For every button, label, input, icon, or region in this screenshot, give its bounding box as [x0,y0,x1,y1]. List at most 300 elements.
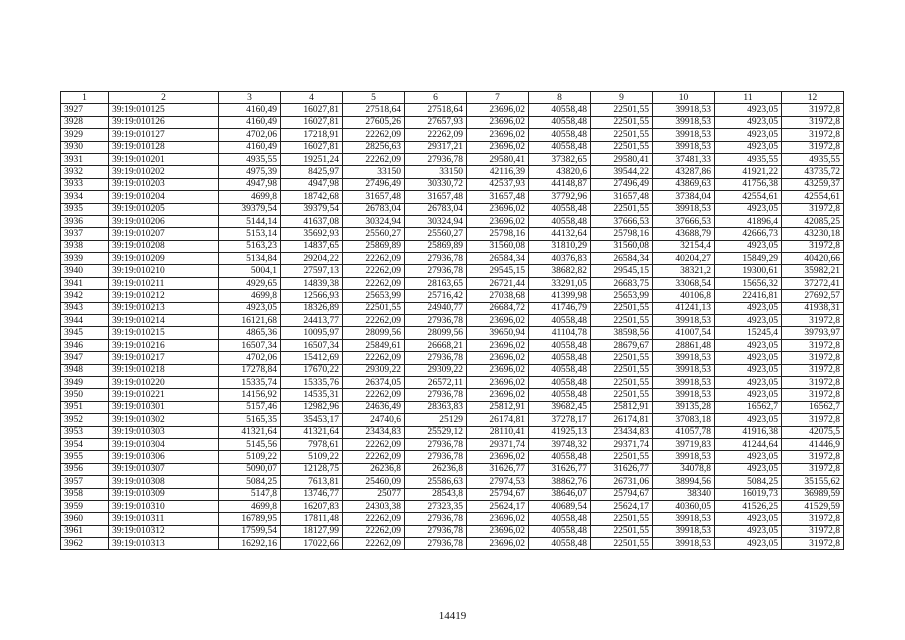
table-row [61,228,844,240]
value-cell: 25812,91 [591,401,653,413]
value-cell: 39135,28 [653,401,715,413]
table-row [61,438,844,450]
value-cell: 43287,86 [653,166,715,178]
value-cell: 4935,55 [782,153,844,165]
value-cell: 40376,83 [529,253,591,265]
value-cell: 31657,48 [467,191,529,203]
value-cell: 25849,61 [343,339,405,351]
value-cell: 23696,02 [467,352,529,364]
value-cell: 27936,78 [405,153,467,165]
column-header: 10 [653,92,715,104]
value-cell: 31972,8 [782,116,844,128]
column-header: 7 [467,92,529,104]
value-cell: 41526,25 [715,500,782,512]
value-cell: 4975,39 [219,166,281,178]
value-cell: 41916,38 [715,426,782,438]
column-header: 12 [782,92,844,104]
value-cell: 23696,02 [467,538,529,550]
value-cell: 16292,16 [219,538,281,550]
value-cell: 40558,48 [529,364,591,376]
value-cell: 28679,67 [591,339,653,351]
value-cell: 22262,09 [343,265,405,277]
value-cell: 5090,07 [219,463,281,475]
value-cell: 15245,4 [715,327,782,339]
cadastral-number-cell: 39:19:010212 [109,290,219,302]
value-cell: 31972,8 [782,513,844,525]
value-cell: 38682,82 [529,265,591,277]
value-cell: 31972,8 [782,129,844,141]
value-cell: 40558,48 [529,141,591,153]
value-cell: 23696,02 [467,203,529,215]
value-cell: 12982,96 [281,401,343,413]
row-number-cell: 3927 [61,104,109,116]
value-cell: 4947,98 [219,178,281,190]
value-cell: 41321,64 [281,426,343,438]
value-cell: 23696,02 [467,104,529,116]
value-cell: 41529,59 [782,500,844,512]
value-cell: 39544,22 [591,166,653,178]
value-cell: 41241,13 [653,302,715,314]
value-cell: 18326,89 [281,302,343,314]
row-number-cell: 3959 [61,500,109,512]
value-cell: 39918,53 [653,376,715,388]
column-header: 8 [529,92,591,104]
value-cell: 42666,73 [715,228,782,240]
value-cell: 4923,05 [715,352,782,364]
value-cell: 4160,49 [219,116,281,128]
value-cell: 27936,78 [405,352,467,364]
value-cell: 14535,31 [281,389,343,401]
row-number-cell: 3940 [61,265,109,277]
value-cell: 5109,22 [219,451,281,463]
value-cell: 40558,48 [529,525,591,537]
value-cell: 19251,24 [281,153,343,165]
column-header: 4 [281,92,343,104]
table-row [61,525,844,537]
value-cell: 22262,09 [343,129,405,141]
table-row [61,129,844,141]
value-cell: 42085,25 [782,215,844,227]
value-cell: 17218,91 [281,129,343,141]
value-cell: 23696,02 [467,364,529,376]
value-cell: 31972,8 [782,339,844,351]
row-number-cell: 3957 [61,476,109,488]
value-cell: 4923,05 [715,538,782,550]
row-number-cell: 3936 [61,215,109,227]
value-cell: 16507,34 [219,339,281,351]
row-number-cell: 3942 [61,290,109,302]
cadastral-number-cell: 39:19:010201 [109,153,219,165]
value-cell: 28256,63 [343,141,405,153]
value-cell: 41244,64 [715,438,782,450]
value-cell: 4923,05 [715,240,782,252]
row-number-cell: 3951 [61,401,109,413]
value-cell: 15335,76 [281,376,343,388]
value-cell: 27518,64 [343,104,405,116]
value-cell: 39379,54 [219,203,281,215]
value-cell: 22262,09 [343,277,405,289]
value-cell: 22262,09 [343,513,405,525]
value-cell: 25624,17 [591,500,653,512]
value-cell: 41007,54 [653,327,715,339]
cadastral-number-cell: 39:19:010205 [109,203,219,215]
value-cell: 39918,53 [653,352,715,364]
value-cell: 4923,05 [715,141,782,153]
value-cell: 41938,31 [782,302,844,314]
value-cell: 29317,21 [405,141,467,153]
value-cell: 25129 [405,414,467,426]
value-cell: 24740,6 [343,414,405,426]
value-cell: 4865,36 [219,327,281,339]
value-cell: 22262,09 [405,129,467,141]
value-cell: 43259,37 [782,178,844,190]
row-number-cell: 3931 [61,153,109,165]
value-cell: 16027,81 [281,116,343,128]
value-cell: 43735,72 [782,166,844,178]
value-cell: 31972,8 [782,104,844,116]
value-cell: 39918,53 [653,116,715,128]
value-cell: 14839,38 [281,277,343,289]
value-cell: 22501,55 [591,203,653,215]
value-cell: 27936,78 [405,513,467,525]
table-row [61,191,844,203]
value-cell: 5165,35 [219,414,281,426]
value-cell: 40558,48 [529,215,591,227]
value-cell: 4923,05 [715,414,782,426]
table-row [61,277,844,289]
value-cell: 39918,53 [653,203,715,215]
value-cell: 31810,29 [529,240,591,252]
cadastral-number-cell: 39:19:010214 [109,315,219,327]
value-cell: 40420,66 [782,253,844,265]
value-cell: 22501,55 [591,129,653,141]
value-cell: 25869,89 [405,240,467,252]
value-cell: 18742,68 [281,191,343,203]
value-cell: 40558,48 [529,389,591,401]
value-cell: 28363,83 [405,401,467,413]
value-cell: 23696,02 [467,525,529,537]
column-header: 1 [61,92,109,104]
value-cell: 37792,96 [529,191,591,203]
value-cell: 16562,7 [715,401,782,413]
cadastral-number-cell: 39:19:010207 [109,228,219,240]
value-cell: 41925,13 [529,426,591,438]
value-cell: 40558,48 [529,376,591,388]
value-cell: 14156,92 [219,389,281,401]
value-cell: 40558,48 [529,116,591,128]
row-number-cell: 3932 [61,166,109,178]
value-cell: 27605,26 [343,116,405,128]
value-cell: 27936,78 [405,451,467,463]
value-cell: 31626,77 [529,463,591,475]
row-number-cell: 3955 [61,451,109,463]
value-cell: 24940,77 [405,302,467,314]
value-cell: 22262,09 [343,538,405,550]
value-cell: 29580,41 [591,153,653,165]
value-cell: 27936,78 [405,315,467,327]
cadastral-number-cell: 39:19:010213 [109,302,219,314]
table-row [61,141,844,153]
cadastral-number-cell: 39:19:010204 [109,191,219,203]
value-cell: 15849,29 [715,253,782,265]
value-cell: 39918,53 [653,141,715,153]
value-cell: 25798,16 [467,228,529,240]
value-cell: 22501,55 [591,376,653,388]
value-cell: 27936,78 [405,538,467,550]
value-cell: 25529,12 [405,426,467,438]
value-cell: 22501,55 [591,513,653,525]
value-cell: 39918,53 [653,364,715,376]
value-cell: 40558,48 [529,129,591,141]
value-cell: 25586,63 [405,476,467,488]
value-cell: 31972,8 [782,389,844,401]
table-row [61,376,844,388]
value-cell: 4947,98 [281,178,343,190]
value-cell: 27936,78 [405,265,467,277]
row-number-cell: 3954 [61,438,109,450]
cadastral-number-cell: 39:19:010304 [109,438,219,450]
value-cell: 26174,81 [467,414,529,426]
value-cell: 27496,49 [591,178,653,190]
table-header-row [61,92,844,104]
value-cell: 16507,34 [281,339,343,351]
value-cell: 22262,09 [343,253,405,265]
value-cell: 41756,38 [715,178,782,190]
value-cell: 39918,53 [653,315,715,327]
cadastral-number-cell: 39:19:010218 [109,364,219,376]
value-cell: 41896,4 [715,215,782,227]
value-cell: 4699,8 [219,500,281,512]
value-cell: 27657,93 [405,116,467,128]
row-number-cell: 3929 [61,129,109,141]
value-cell: 4923,05 [715,302,782,314]
value-cell: 40558,48 [529,451,591,463]
value-cell: 31972,8 [782,463,844,475]
row-number-cell: 3945 [61,327,109,339]
value-cell: 16789,95 [219,513,281,525]
value-cell: 28861,48 [653,339,715,351]
value-cell: 29309,22 [343,364,405,376]
value-cell: 4923,05 [715,104,782,116]
cadastral-number-cell: 39:19:010311 [109,513,219,525]
value-cell: 25077 [343,488,405,500]
value-cell: 40204,27 [653,253,715,265]
row-number-cell: 3956 [61,463,109,475]
value-cell: 29309,22 [405,364,467,376]
value-cell: 7978,61 [281,438,343,450]
value-cell: 40558,48 [529,513,591,525]
value-cell: 22262,09 [343,315,405,327]
value-cell: 39748,32 [529,438,591,450]
value-cell: 28099,56 [405,327,467,339]
row-number-cell: 3937 [61,228,109,240]
value-cell: 29545,15 [467,265,529,277]
table-row [61,538,844,550]
value-cell: 39918,53 [653,513,715,525]
value-cell: 17811,48 [281,513,343,525]
table-row [61,451,844,463]
table-row [61,166,844,178]
value-cell: 33150 [405,166,467,178]
cadastral-number-cell: 39:19:010306 [109,451,219,463]
value-cell: 39918,53 [653,451,715,463]
row-number-cell: 3953 [61,426,109,438]
value-cell: 32154,4 [653,240,715,252]
value-cell: 41104,78 [529,327,591,339]
value-cell: 33150 [343,166,405,178]
value-cell: 28543,8 [405,488,467,500]
value-cell: 4923,05 [715,315,782,327]
cadastral-number-cell: 39:19:010202 [109,166,219,178]
value-cell: 39918,53 [653,104,715,116]
value-cell: 8425,97 [281,166,343,178]
value-cell: 5145,56 [219,438,281,450]
value-cell: 4702,06 [219,352,281,364]
value-cell: 31657,48 [405,191,467,203]
table-row [61,389,844,401]
cadastral-number-cell: 39:19:010313 [109,538,219,550]
table-row [61,253,844,265]
value-cell: 5004,1 [219,265,281,277]
value-cell: 39682,45 [529,401,591,413]
value-cell: 4923,05 [715,463,782,475]
value-cell: 5157,46 [219,401,281,413]
value-cell: 22501,55 [591,315,653,327]
table-row [61,215,844,227]
value-cell: 26374,05 [343,376,405,388]
value-cell: 17670,22 [281,364,343,376]
table-row [61,116,844,128]
value-cell: 39918,53 [653,129,715,141]
value-cell: 22501,55 [591,525,653,537]
value-cell: 37083,18 [653,414,715,426]
row-number-cell: 3933 [61,178,109,190]
value-cell: 37382,65 [529,153,591,165]
value-cell: 4160,49 [219,104,281,116]
row-number-cell: 3958 [61,488,109,500]
value-cell: 42554,61 [715,191,782,203]
value-cell: 4923,05 [715,451,782,463]
row-number-cell: 3943 [61,302,109,314]
value-cell: 31657,48 [343,191,405,203]
value-cell: 23696,02 [467,141,529,153]
value-cell: 16019,73 [715,488,782,500]
table-row [61,414,844,426]
value-cell: 31972,8 [782,414,844,426]
value-cell: 22262,09 [343,451,405,463]
value-cell: 25560,27 [343,228,405,240]
value-cell: 38321,2 [653,265,715,277]
value-cell: 22501,55 [591,538,653,550]
value-cell: 4923,05 [715,203,782,215]
cadastral-number-cell: 39:19:010126 [109,116,219,128]
value-cell: 16027,81 [281,141,343,153]
value-cell: 5109,22 [281,451,343,463]
cadastral-number-cell: 39:19:010303 [109,426,219,438]
value-cell: 31972,8 [782,141,844,153]
table-row [61,476,844,488]
value-cell: 22501,55 [591,141,653,153]
value-cell: 36989,59 [782,488,844,500]
value-cell: 31972,8 [782,203,844,215]
value-cell: 26236,8 [343,463,405,475]
value-cell: 16121,68 [219,315,281,327]
value-cell: 39650,94 [467,327,529,339]
value-cell: 27518,64 [405,104,467,116]
value-cell: 22501,55 [591,116,653,128]
value-cell: 37666,53 [653,215,715,227]
value-cell: 44148,87 [529,178,591,190]
value-cell: 23434,83 [591,426,653,438]
cadastral-number-cell: 39:19:010125 [109,104,219,116]
value-cell: 4702,06 [219,129,281,141]
value-cell: 4935,55 [715,153,782,165]
value-cell: 40689,54 [529,500,591,512]
value-cell: 29545,15 [591,265,653,277]
value-cell: 22262,09 [343,153,405,165]
value-cell: 14837,65 [281,240,343,252]
value-cell: 22262,09 [343,438,405,450]
value-cell: 26684,72 [467,302,529,314]
value-cell: 16562,7 [782,401,844,413]
row-number-cell: 3938 [61,240,109,252]
value-cell: 27936,78 [405,438,467,450]
value-cell: 43688,79 [653,228,715,240]
row-number-cell: 3949 [61,376,109,388]
value-cell: 15412,69 [281,352,343,364]
value-cell: 25812,91 [467,401,529,413]
value-cell: 23696,02 [467,451,529,463]
value-cell: 26572,11 [405,376,467,388]
cadastral-number-cell: 39:19:010308 [109,476,219,488]
value-cell: 22501,55 [591,389,653,401]
row-number-cell: 3935 [61,203,109,215]
column-header: 3 [219,92,281,104]
row-number-cell: 3930 [61,141,109,153]
cadastral-number-cell: 39:19:010206 [109,215,219,227]
value-cell: 38340 [653,488,715,500]
value-cell: 26236,8 [405,463,467,475]
value-cell: 5153,14 [219,228,281,240]
cadastral-number-cell: 39:19:010307 [109,463,219,475]
value-cell: 31560,08 [467,240,529,252]
value-cell: 16207,83 [281,500,343,512]
value-cell: 37278,17 [529,414,591,426]
value-cell: 25560,27 [405,228,467,240]
value-cell: 27496,49 [343,178,405,190]
column-header: 2 [109,92,219,104]
value-cell: 23696,02 [467,129,529,141]
table-row [61,401,844,413]
value-cell: 39379,54 [281,203,343,215]
value-cell: 42537,93 [467,178,529,190]
value-cell: 37481,33 [653,153,715,165]
value-cell: 40558,48 [529,315,591,327]
cadastral-number-cell: 39:19:010309 [109,488,219,500]
value-cell: 5134,84 [219,253,281,265]
value-cell: 26783,04 [405,203,467,215]
value-cell: 4923,05 [715,525,782,537]
cadastral-number-cell: 39:19:010211 [109,277,219,289]
value-cell: 25624,17 [467,500,529,512]
value-cell: 22501,55 [591,104,653,116]
value-cell: 13746,77 [281,488,343,500]
value-cell: 23696,02 [467,376,529,388]
value-cell: 35453,17 [281,414,343,426]
value-cell: 22262,09 [343,389,405,401]
value-cell: 31972,8 [782,364,844,376]
value-cell: 7613,81 [281,476,343,488]
